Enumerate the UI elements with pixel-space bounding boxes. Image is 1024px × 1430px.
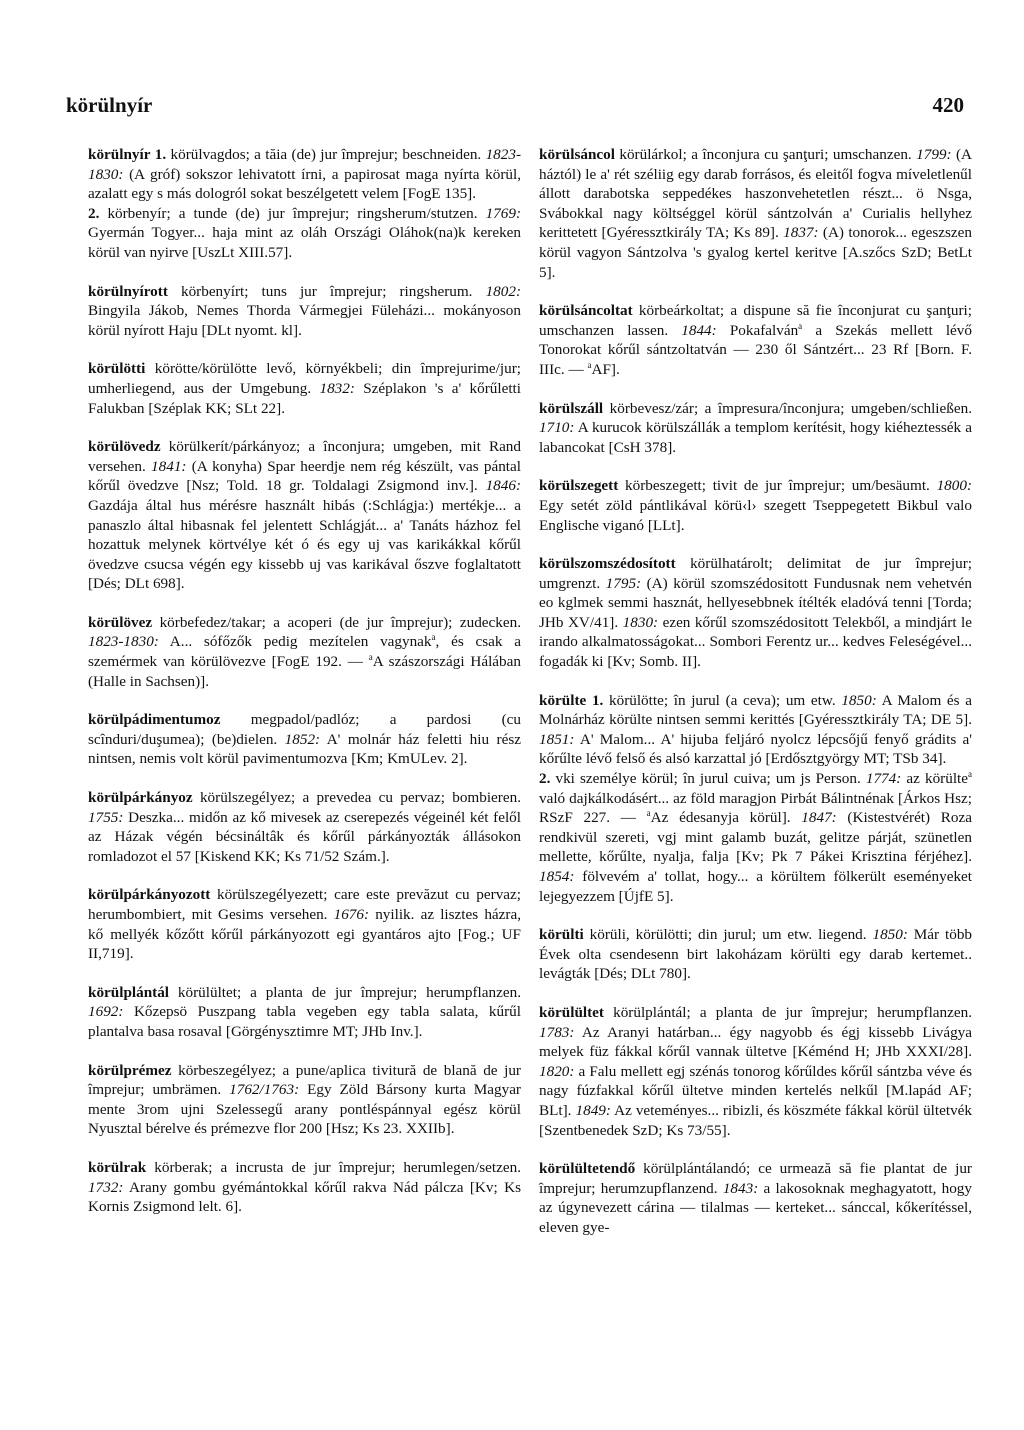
dictionary-entry [88, 710, 521, 769]
entry-paragraph [88, 885, 521, 963]
year-citation: 1762/1763: [229, 1081, 300, 1099]
dictionary-entry [539, 301, 972, 379]
entry-paragraph [539, 554, 972, 672]
entry-text: A' Malom... A' hijuba feljáró nyolcz lépcsőjű fenyő grádits a' kőrűlte lévő felső és alsó karzattal jó [Erdősztgyörgy MT; TSb 34]. [539, 730, 972, 768]
entry-paragraph [88, 1061, 521, 1139]
year-citation: 1843: [722, 1179, 759, 1197]
dictionary-entry [539, 399, 972, 458]
entry-headword: körülplántál [88, 983, 170, 1001]
entry-text: , és csak a szemérmek van körülövezve [FogE 192. — [88, 633, 521, 671]
entry-text: Gyermán Togyer... haja mint az oláh Országi Oláhok(na)k kereken körül van nyirve [UszLt XIII.57]. [88, 224, 521, 261]
sense-number: 1. [591, 691, 604, 709]
entry-text: körülültet; a planta de jur împrejur; herumpflanzen. [169, 983, 521, 1001]
entry-text: Gazdája által hus mérésre használt hibás (:Schlágja:) mertékje... a panaszlo által hibasnak fel jelentett Schlágját... a' Tanáts házhoz fel hozattuk melynek körtvélye két ó és egy uj vas karikákkal kőrűl övedzve csucsa végén egy kissebb uj vas karikával őszve foglaltatott [Dés; DLt 698]. [88, 496, 521, 593]
year-citation: 1795: [605, 574, 642, 592]
entry-headword: körülpárkányoz [88, 789, 193, 807]
entry-text: A' molnár ház feletti hiu rész nintsen, nemis volt körül pavimentumozva [Km; KmULev. 2]. [88, 730, 521, 768]
entry-text: a lakosoknak meghagyatott, hogy az úgynevezett cárina — tilalmas — kerteket... sánccal, kőkerítéssel, eleven gye- [539, 1179, 972, 1236]
superscript-note: a [587, 359, 592, 370]
entry-text: körbenyír; a tunde (de) jur împrejur; ringsherum/stutzen. [99, 204, 486, 222]
entry-text: (A konyha) Spar heerdje nem rég készült, vas pántal kőrűl övedzve [Nsz; Told. 18 gr. Toldalagi Zsigmond inv.]. [88, 457, 521, 495]
entry-headword: körülövez [88, 613, 153, 631]
superscript-note: a [646, 808, 651, 819]
entry-text: Kőzepsö Puszpang tabla vegeben egy tabla salata, kűrűl plantalva basa rosaval [Görgénysztimre MT; JHb Inv.]. [88, 1003, 521, 1040]
entry-text: körülötte; în jurul (a ceva); um etw. [603, 691, 842, 709]
year-citation: 1800: [936, 477, 972, 495]
entry-text: (Kistestvérét) Roza rendkivül szereti, vgj mint galamb buzát, gelitze párját, szünetlen mellette, kőrűlte, nyalja, falja [Kv; Pk 7 Pákei Krisztina férjéhez]. [539, 809, 972, 866]
year-citation: 1849: [575, 1101, 611, 1119]
dictionary-entry [88, 1158, 521, 1217]
entry-paragraph [539, 145, 972, 282]
entry-text: Az édesanyja körül]. [650, 809, 802, 827]
dictionary-entry [88, 983, 521, 1042]
dictionary-entry [539, 554, 972, 672]
dictionary-entry [539, 145, 972, 282]
year-citation: 1783: [539, 1023, 575, 1041]
year-citation: 1850: [841, 691, 877, 709]
entry-text: (A) tonorok... egeszszen körül vagyon Sántzolva 's gyalog kertel keritve [A.szőcs SzD; BetLt 5]. [539, 224, 972, 281]
left-column [88, 145, 521, 1236]
entry-text: a Szekás mellett lévő Tonorokat kőrűl sántzoltatván — 230 ől Sántzért... 23 Rf [Born. F. IIIc. — [539, 321, 972, 378]
dictionary-entry [88, 788, 521, 866]
entry-headword: körülpárkányozott [88, 886, 211, 904]
entry-text: körötte/körülötte levő, környékbeli; din împrejurime/jur; umherliegend, aus der Umgebung. [88, 360, 521, 397]
entry-text: vki személye körül; în jurul cuiva; um js Person. [550, 770, 866, 788]
entry-text: Egy Zöld Bársony kurta Magyar mente 3rom ujni Szelessegű arany pontléspánnyal egész körül Nyusztal bérelve és prémezve flor 200 [Hsz; Ks 23. XXIIb]. [88, 1081, 521, 1138]
entry-text: az körülte [901, 770, 968, 788]
entry-text: körülplántálandó; ce urmează să fie plantat de jur împrejur; herumzupflanzend. [539, 1160, 972, 1197]
superscript-note: a [431, 632, 436, 643]
entry-text: Egy setét zöld pántlikával körü‹l› szegett Tseppegetett Bikbul valo Englische viganó [LLt]. [539, 496, 972, 534]
year-citation: 1769: [485, 204, 521, 222]
year-citation: 1847: [801, 809, 837, 827]
year-citation: 1823-1830: [88, 633, 159, 651]
entry-headword: körülnyírott [88, 282, 168, 300]
superscript-note: a [968, 768, 972, 779]
year-citation: 1851: [539, 730, 575, 748]
entry-paragraph [539, 399, 972, 458]
year-citation: 1823-1830: [88, 146, 521, 183]
entry-text: A szászországi Hálában (Halle in Sachsen)]. [88, 653, 521, 690]
entry-headword: körülszomszédosított [539, 555, 676, 573]
entry-text: Az Aranyi határban... égy nagyobb és égj kissebb Livágya melyek füz fákkal kőrűl vannak ültetve [Kéménd H; JHb XXXI/28]. [539, 1023, 972, 1061]
entry-paragraph [539, 1003, 972, 1140]
year-citation: 1837: [783, 224, 819, 242]
entry-headword: körülrak [88, 1158, 147, 1176]
entry-paragraph [88, 710, 521, 769]
entry-headword: körülültetendő [539, 1160, 636, 1178]
entry-headword: körülnyír [88, 146, 151, 163]
entry-text: megpadol/padlóz; a pardosi (cu scînduri/duşumea); (be)dielen. [88, 711, 521, 748]
dictionary-entry [539, 925, 972, 984]
dictionary-entry [539, 691, 972, 907]
year-citation: 1799: [916, 146, 952, 163]
year-citation: 1841: [151, 457, 187, 475]
dictionary-entry [88, 1061, 521, 1139]
entry-headword: körülültet [539, 1003, 604, 1021]
entry-text: körülszegélyezett; care este prevăzut cu pervaz; herumbombiert, mit Gesims versehen. [88, 886, 521, 923]
entry-paragraph [88, 282, 521, 341]
entry-headword: körülpádimentumoz [88, 711, 221, 729]
year-citation: 1846: [485, 477, 521, 495]
year-citation: 1802: [485, 282, 521, 300]
entry-text: körbefedez/takar; a acoperi (de jur împrejur); zudecken. [152, 613, 521, 631]
entry-text: a Falu mellett egj szénás tonorog kőrűldes kőrűl sántzba véve és nagy fúzfakkal kőrűl ültetve minden kertelés nelkűl [M.lapád AF; BLt]. [539, 1062, 972, 1119]
entry-headword: körülti [539, 926, 584, 944]
dictionary-entry [88, 282, 521, 341]
entry-text: körbeszegélyez; a pune/aplica tivitură de blană de jur împrejur; umbrämen. [88, 1061, 521, 1099]
entry-text: körülplántál; a planta de jur împrejur; herumpflanzen. [603, 1003, 972, 1021]
year-citation: 1850: [872, 926, 908, 944]
superscript-note: a [368, 652, 373, 662]
entry-paragraph [88, 983, 521, 1042]
sense-number: 2. [539, 770, 551, 788]
entry-text: (A háztól) le a' rét széliig egy darab forrásos, és eleitől fogva míveletlenűl állott darabotska seppedékes haszonvehetetlen részt... ö Nsga, Svábokkal nagy költséggel körül sántzolván a' Curialis hellyhez kerittetett [Gyéressztkirály TA; Ks 89]. [539, 146, 972, 242]
entry-text: nyilik. az lisztes házra, kő mellyék kőzőtt kőrűl párkányozott egi gyantáros ajto [Fog.; UF II,719]. [88, 906, 521, 963]
entry-text: (A) körül szomszédositott Fundusnak nem vehetvén eo kglmek semmi hasznát, hellyesebbnek ítélték eladóvá tenni [Torda; JHb XV/41]. [539, 574, 972, 631]
entry-text: AF]. [591, 360, 620, 378]
dictionary-entry [539, 1159, 972, 1237]
entry-text: Már több Évek olta csendesenn birt lakoházam körülti egy darab kertemet.. levágták [Dés; DLt 780]. [539, 926, 973, 983]
entry-text: körülszegélyez; a prevedea cu pervaz; bombieren. [192, 789, 521, 807]
entry-text: körüli, körülötti; din jurul; um etw. liegend. [583, 926, 873, 944]
entry-text: Arany gombu gyémántokkal kőrűl rakva Nád pálcza [Kv; Ks Kornis Zsigmond lelt. 6]. [88, 1178, 521, 1216]
entry-paragraph [88, 204, 521, 263]
entry-headword: körülsáncol [539, 146, 615, 163]
page-number: 420 [932, 93, 964, 117]
entry-text: körbevesz/zár; a împresura/înconjura; umgeben/schließen. [603, 399, 972, 417]
entry-text: való dajkálkodásért... az föld maragjon Pirbát Bálintnénak [Árkos Hsz; RSzF 227. — [539, 789, 972, 827]
entry-paragraph [88, 1158, 521, 1217]
dictionary-entry [88, 145, 521, 263]
year-citation: 1820: [539, 1062, 575, 1080]
entry-text: ezen kőrűl szomszédositott Telekből, a mindjárt le irando alkalmatosságokat... Sombori Ferentz ur... kedves Feleségével... fogadák ki [Kv; Somb. II]. [539, 613, 973, 671]
entry-headword: körülszegett [539, 477, 619, 495]
entry-text: Pokafalván [716, 321, 799, 339]
year-citation: 1692: [88, 1003, 124, 1021]
sense-number: 1. [154, 146, 167, 163]
entry-text: Bingyila Jákob, Nemes Thorda Vármegjei Füleházi... mokányoson körül nyírott Haju [DLt nyomt. kl]. [88, 302, 521, 339]
entry-headword: körülprémez [88, 1061, 172, 1079]
entry-text: A Malom és a Molnárház körülte nintsen semmi kerittés [Gyéressztkirály TA; DE 5]. [539, 691, 973, 729]
year-citation: 1732: [88, 1178, 124, 1196]
entry-text: körülvagdos; a tăia (de) jur împrejur; beschneiden. [166, 146, 486, 163]
entry-text: A kurucok körülszállák a templom kerítésit, hogy kiéheztessék a labancokat [CsH 378]. [539, 419, 972, 456]
entry-text: körbenyírt; tuns jur împrejur; ringsherum. [167, 282, 486, 300]
dictionary-entry [88, 437, 521, 594]
year-citation: 1676: [333, 906, 370, 923]
entry-text: körülhatárolt; delimitat de jur împrejur; umgrenzt. [539, 555, 972, 592]
year-citation: 1832: [319, 379, 355, 397]
entry-text: (A gróf) sokszor lehivatott írni, a papirosat maga nyírta körül, azalatt egy s más dologról sokat beszélgetett velem [FogE 135]. [88, 165, 521, 203]
entry-paragraph [539, 691, 972, 769]
right-column [539, 145, 972, 1257]
entry-headword: körülsáncoltat [539, 302, 633, 320]
entry-paragraph [88, 359, 521, 418]
entry-text: A... sófőzők pedig mezítelen vagynak [158, 633, 432, 651]
dictionary-entry [88, 359, 521, 418]
entry-headword: körülötti [88, 360, 146, 378]
year-citation: 1844: [681, 321, 717, 339]
entry-text: körbeszegett; tivit de jur împrejur; um/besäumt. [618, 477, 937, 495]
entry-text: Deszka... midőn az kő mivesek az cserepezés végeinél két felől az Házak végén bécsináltâk és kőrűl párkányozták állásokon romladozot el 57 [Kiskend KK; Ks 71/52 Szám.]. [88, 808, 521, 865]
entry-paragraph [539, 769, 972, 906]
running-headword: körülnyír [66, 93, 153, 117]
entry-headword: körülte [539, 691, 587, 709]
entry-headword: körülszáll [539, 399, 604, 417]
year-citation: 1774: [865, 770, 902, 788]
entry-paragraph [539, 1159, 972, 1237]
superscript-note: a [798, 320, 803, 331]
entry-text: fölvevém a' tollat, hogy... a körültem fölkerült eseményeket lejegyezzem [ÚjfE 5]. [539, 868, 972, 905]
entry-text: körülárkol; a înconjura cu şanţuri; umschanzen. [614, 146, 917, 163]
entry-paragraph [88, 437, 521, 594]
dictionary-entry [88, 613, 521, 691]
entry-paragraph [539, 476, 972, 535]
dictionary-entry [539, 476, 972, 535]
dictionary-entry [88, 885, 521, 963]
page-header [66, 93, 964, 123]
sense-number: 2. [88, 204, 100, 222]
entry-paragraph [88, 788, 521, 866]
year-citation: 1852: [284, 730, 321, 748]
entry-paragraph [88, 145, 521, 204]
entry-text: Az veteményes... ribizli, és köszméte fákkal körül ültetvék [Szentbenedek SzD; Ks 73/55]. [539, 1101, 972, 1139]
entry-paragraph [539, 301, 972, 379]
year-citation: 1830: [622, 613, 659, 631]
entry-paragraph [539, 925, 972, 984]
entry-text: körbeárkoltat; a dispune să fie înconjurat cu şanţuri; umschanzen lassen. [539, 302, 972, 339]
entry-text: Széplakon 's a' kőrűletti Falukban [Széplak KK; SLt 22]. [88, 379, 521, 417]
dictionary-entry [539, 1003, 972, 1140]
entry-paragraph [88, 613, 521, 691]
entry-text: körberak; a incrusta de jur împrejur; herumlegen/setzen. [146, 1158, 521, 1176]
year-citation: 1710: [539, 419, 575, 437]
year-citation: 1854: [539, 868, 575, 885]
entry-text: körülkerít/párkányoz; a înconjura; umgeben, mit Rand versehen. [88, 438, 521, 475]
entry-headword: körülövedz [88, 438, 161, 456]
year-citation: 1755: [88, 808, 124, 826]
